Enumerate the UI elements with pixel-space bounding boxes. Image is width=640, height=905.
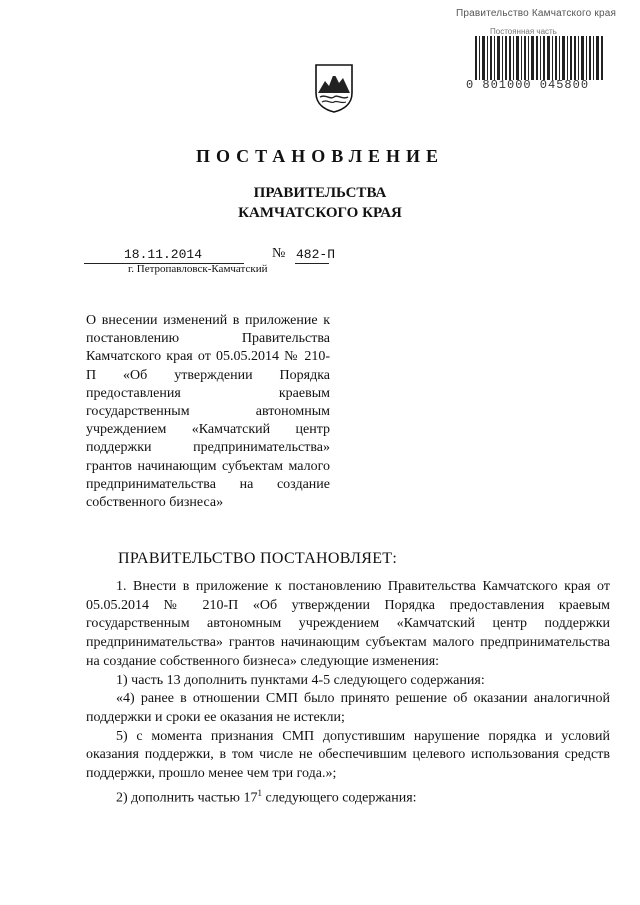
document-body (86, 578, 610, 808)
body-paragraph-5-tail: следующего содержания: (262, 790, 417, 806)
number-underline (295, 263, 329, 264)
document-date: 18.11.2014 (124, 247, 203, 262)
stamp-organization: Правительство Камчатского края (456, 8, 617, 19)
body-paragraph-1: 1. Внести в приложение к постановлению Правительства Камчатского края от 05.05.2014 № 210-П «Об утверждении Порядка предоставления краевым государственным автономным учреждением «Камчатский центр поддержки предпринимательства» грантов начинающим субъектам малого предпринимательства на создание собственного бизнеса» следующие изменения: (86, 579, 610, 669)
document-type-title: ПОСТАНОВЛЕНИЕ (195, 146, 445, 166)
decree-heading: ПРАВИТЕЛЬСТВО ПОСТАНОВЛЯЕТ: (118, 550, 398, 567)
stamp-subtitle: Постоянная часть (490, 27, 557, 36)
body-paragraph-4: 5) с момента признания СМП допустившим нарушение порядка и условий оказания поддержки, в том числе не обеспечившим целевого использования средств поддержки, прошло менее чем три года.»; (86, 728, 610, 782)
issue-city: г. Петропавловск-Камчатский (128, 263, 268, 275)
body-paragraph-5 (86, 784, 610, 808)
authority-line-1: ПРАВИТЕЛЬСТВА (253, 185, 387, 201)
authority-line-2: КАМЧАТСКОГО КРАЯ (238, 205, 402, 221)
body-paragraph-5-text: 2) дополнить частью 17 (116, 790, 258, 806)
barcode-number: 0 801000 045800 (466, 78, 590, 92)
document-subject: О внесении изменений в приложение к постановлению Правительства Камчатского края от 05.05.2014 № 210-П «Об утверждении Порядка предоставления краевым государственным автономным учреждением «Камчатский центр поддержки предпринимательства» грантов начинающим субъектам малого предпринимательства на создание собственного бизнеса» (86, 313, 330, 511)
superscript-index: 1 (257, 787, 262, 798)
number-sign: № (272, 246, 286, 261)
document-number: 482-П (296, 247, 336, 262)
body-paragraph-2: 1) часть 13 дополнить пунктами 4-5 следующего содержания: (116, 672, 485, 688)
issuing-authority (0, 183, 640, 223)
body-paragraph-3: «4) ранее в отношении СМП было принято решение об оказании аналогичной поддержки и сроки ее оказания не истекли; (86, 691, 610, 725)
coat-of-arms-emblem (314, 63, 354, 113)
barcode (475, 36, 605, 80)
